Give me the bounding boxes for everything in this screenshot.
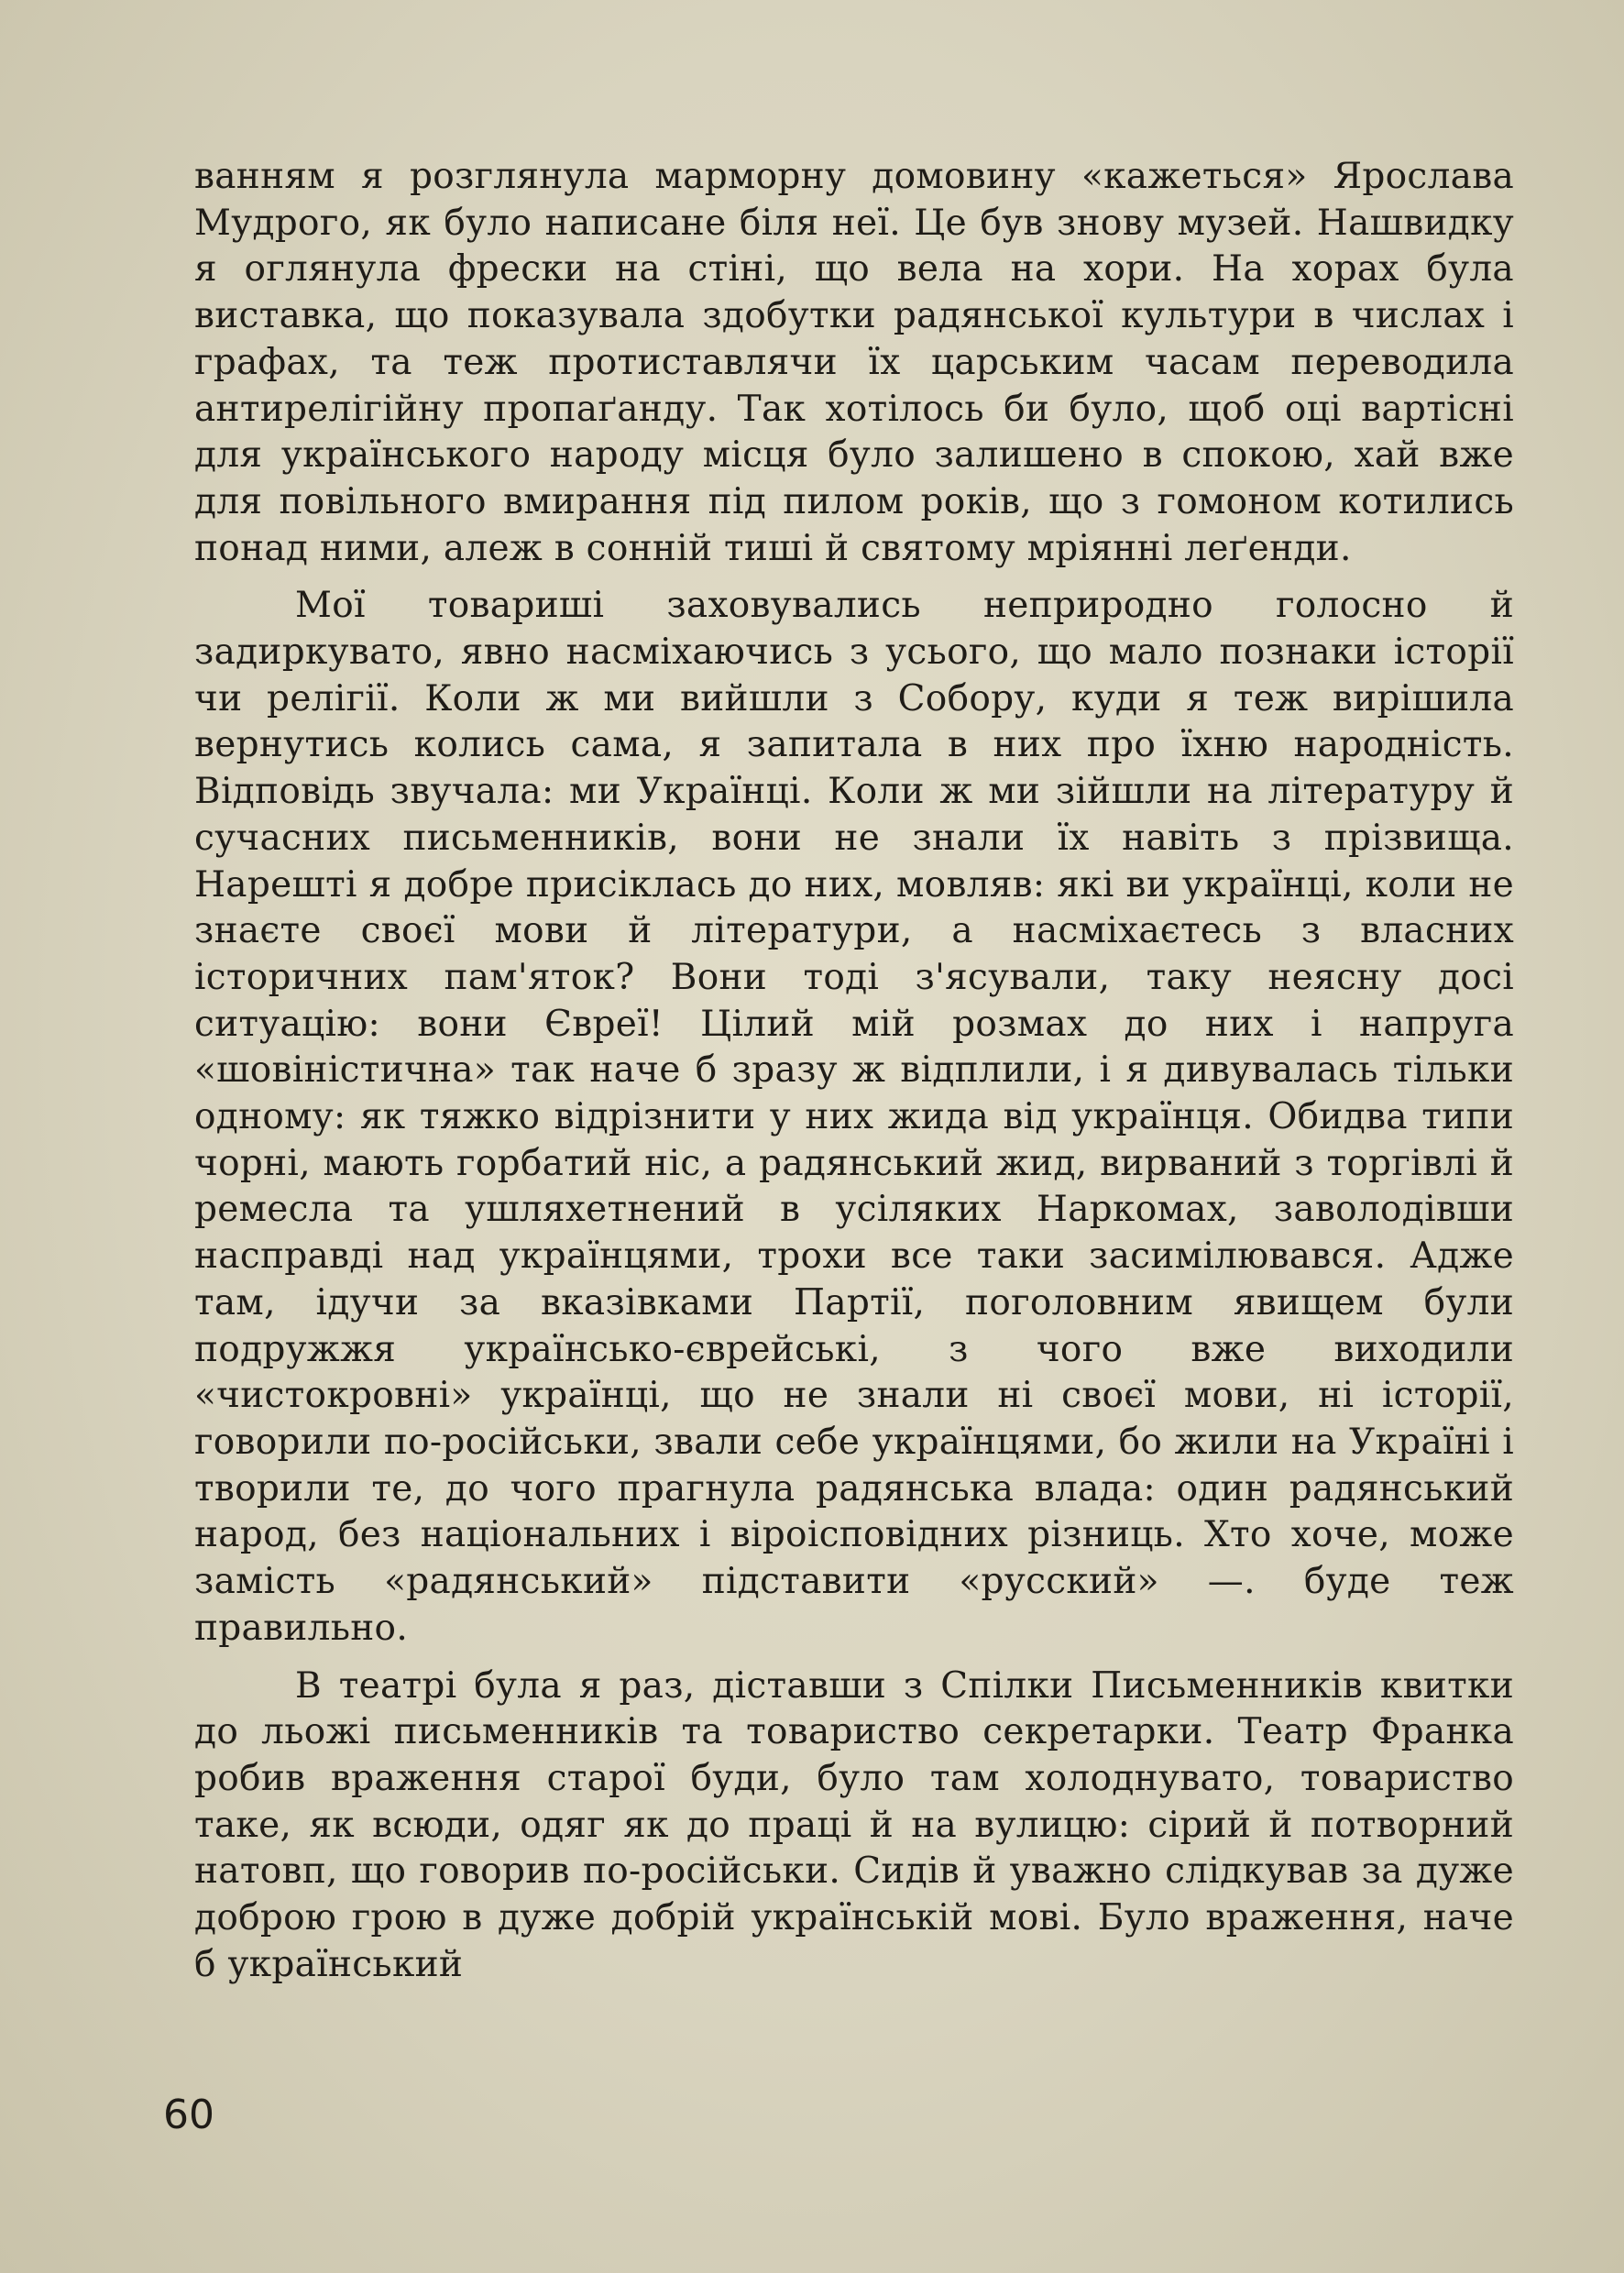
- paragraph-2: Мої товариші заховувались неприродно голосно й задиркувато, явно насміхаючись з усього, що мало познаки історії чи релігії. Коли ж ми вийшли з Собору, куди я теж вирішила вернутись колись сама, я запитала в них про їхню народність. Відповідь звучала: ми Українці. Коли ж ми зійшли на літературу й сучасних письменників, вони не знали їх навіть з прізвища. Нарешті я добре присіклась до них, мовляв: які ви українці, коли не знаєте своєї мови й літератури, а насміхаєтесь з власних історичних пам'яток? Вони тоді з'ясували, таку неясну досі ситуацію: вони Євреї! Цілий мій розмах до них і напруга «шовіністична» так наче б зразу ж відплили, і я дивувалась тільки одному: як тяжко відрізнити у них жида від українця. Обидва типи чорні, мають горбатий ніс, а радянський жид, вирваний з торгівлі й ремесла та ушляхетнений в усіляких Наркомах, заволодівши насправді над українцями, трохи все таки засимілювався. Адже там, ідучи за вказівками Партії, поголовним явищем були подружжя українсько-єврейські, з чого вже виходили «чистокровні» українці, що не знали ні своєї мови, ні історії, говорили по-російськи, звали себе українцями, бо жили на Україні і творили те, до чого прагнула радянська влада: один радянський народ, без національних і віроісповідних різниць. Хто хоче, може замість «радянський» підставити «русский» —. буде теж правильно.: [194, 585, 1514, 1649]
- body-text: [194, 154, 1514, 1988]
- paragraph-1: ванням я розглянула марморну домовину «кажеться» Ярослава Мудрого, як було написане біля неї. Це був знову музей. Нашвидку я оглянула фрески на стіні, що вела на хори. На хорах була виставка, що показувала здобутки радянської культури в числах і графах, та теж протиставлячи їх царським часам переводила антирелігійну пропаґанду. Так хотілось би було, щоб оці вартісні для українського народу місця було залишено в спокою, хай вже для повільного вмирання під пилом років, що з гомоном котились понад ними, алеж в сонній тиші й святому мріянні леґенди.: [194, 156, 1514, 569]
- paragraph-3: В театрі була я раз, діставши з Спілки Письменників квитки до льожі письменників та товариство секретарки. Театр Франка робив враження старої буди, було там холоднувато, товариство таке, як всюди, одяг як до праці й на вулицю: сірий й потворний натовп, що говорив по-російськи. Сидів й уважно слідкував за дуже доброю грою в дуже добрій українській мові. Було враження, наче б український: [194, 1664, 1514, 1985]
- page-number: 60: [163, 2092, 214, 2138]
